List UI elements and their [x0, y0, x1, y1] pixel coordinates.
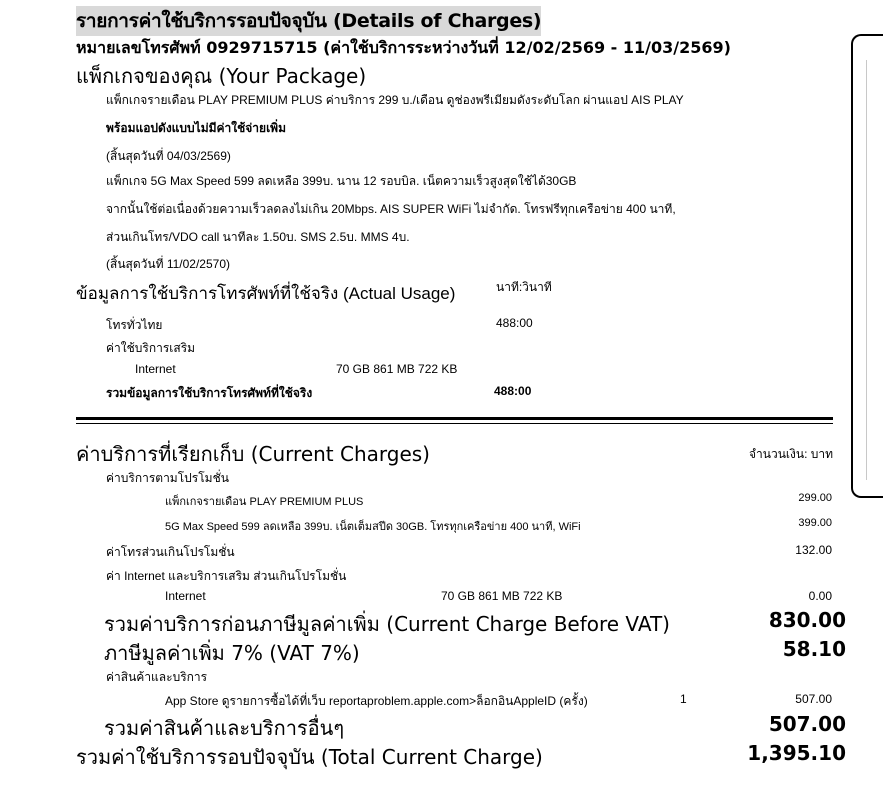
vat-amount: 58.10 [782, 637, 846, 661]
usage-total-value: 488:00 [494, 384, 532, 398]
package-line-3: (สิ้นสุดวันที่ 04/03/2569) [106, 149, 231, 163]
package-line-1: แพ็กเกจรายเดือน PLAY PREMIUM PLUS ค่าบริการ 299 บ./เดือน ดูช่องพรีเมียมดังระดับโลก ผ่านแอป AIS PLAY [106, 93, 684, 107]
goods-label: ค่าสินค้าและบริการ [106, 670, 208, 684]
appstore-qty: 1 [680, 692, 687, 706]
promo-label: ค่าบริการตามโปรโมชั่น [106, 471, 229, 485]
charges-internet-usage: 70 GB 861 MB 722 KB [441, 589, 563, 603]
divider-thin [76, 423, 833, 424]
page-title: รายการค่าใช้บริการรอบปัจจุบัน (Details of Charges) [76, 6, 541, 36]
charges-internet-label: Internet [165, 589, 206, 603]
usage-heading: ข้อมูลการใช้บริการโทรศัพท์ที่ใช้จริง (Actual Usage) [76, 284, 456, 303]
package-line-2: พร้อมแอปดังแบบไม่มีค่าใช้จ่ายเพิ่ม [106, 121, 286, 135]
divider-thick [76, 417, 833, 420]
overcall-label: ค่าโทรส่วนเกินโปรโมชั่น [106, 545, 235, 559]
appstore-amount: 507.00 [795, 692, 832, 706]
appstore-label: App Store ดูรายการซื้อได้ที่เว็บ reportaproblem.apple.com>ล็อกอินAppleID (ครั้ง) [165, 694, 588, 708]
vat-label: ภาษีมูลค่าเพิ่ม 7% (VAT 7%) [104, 641, 360, 665]
side-frame-inner [866, 60, 883, 480]
usage-unit-header: นาที:วินาที [496, 280, 552, 294]
internet-extra-label: ค่า Internet และบริการเสริม ส่วนเกินโปรโมชั่น [106, 569, 347, 583]
before-vat-label: รวมค่าบริการก่อนภาษีมูลค่าเพิ่ม (Current Charge Before VAT) [104, 612, 670, 636]
package-line-5: จากนั้นใช้ต่อเนื่องด้วยความเร็วลดลงไม่เกิน 20Mbps. AIS SUPER WiFi ไม่จำกัด. โทรฟรีทุกเครือข่าย 400 นาที, [106, 202, 676, 216]
grand-total-label: รวมค่าใช้บริการรอบปัจจุบัน (Total Current Charge) [76, 745, 543, 769]
promo-item-2-amount: 399.00 [798, 517, 832, 529]
package-heading: แพ็กเกจของคุณ (Your Package) [76, 64, 367, 88]
usage-internet-label: Internet [135, 362, 176, 376]
goods-total-label: รวมค่าสินค้าและบริการอื่นๆ [104, 716, 345, 740]
charges-internet-amount: 0.00 [808, 589, 832, 603]
usage-total-label: รวมข้อมูลการใช้บริการโทรศัพท์ที่ใช้จริง [106, 386, 313, 400]
promo-item-1-amount: 299.00 [798, 492, 832, 504]
grand-total-amount: 1,395.10 [747, 741, 846, 765]
usage-extra-label: ค่าใช้บริการเสริม [106, 341, 196, 355]
package-line-4: แพ็กเกจ 5G Max Speed 599 ลดเหลือ 399บ. นาน 12 รอบบิล. เน็ตความเร็วสูงสุดใช้ได้30GB [106, 174, 577, 188]
charges-heading: ค่าบริการที่เรียกเก็บ (Current Charges) [76, 442, 430, 466]
usage-domestic-value: 488:00 [496, 316, 533, 330]
usage-internet-value: 70 GB 861 MB 722 KB [336, 362, 458, 376]
goods-total-amount: 507.00 [768, 712, 846, 736]
promo-item-2-label: 5G Max Speed 599 ลดเหลือ 399บ. เน็ตเต็มสปีด 30GB. โทรทุกเครือข่าย 400 นาที, WiFi [165, 521, 581, 533]
usage-domestic-label: โทรทั่วไทย [106, 318, 163, 332]
before-vat-amount: 830.00 [768, 608, 846, 632]
phone-line: หมายเลขโทรศัพท์ 0929715715 (ค่าใช้บริการระหว่างวันที่ 12/02/2569 - 11/03/2569) [76, 38, 731, 57]
package-line-7: (สิ้นสุดวันที่ 11/02/2570) [106, 257, 230, 271]
promo-item-1-label: แพ็กเกจรายเดือน PLAY PREMIUM PLUS [165, 496, 364, 508]
package-line-6: ส่วนเกินโทร/VDO call นาทีละ 1.50บ. SMS 2.5บ. MMS 4บ. [106, 230, 410, 244]
overcall-amount: 132.00 [795, 543, 832, 557]
charges-currency-header: จำนวนเงิน: บาท [749, 447, 834, 461]
